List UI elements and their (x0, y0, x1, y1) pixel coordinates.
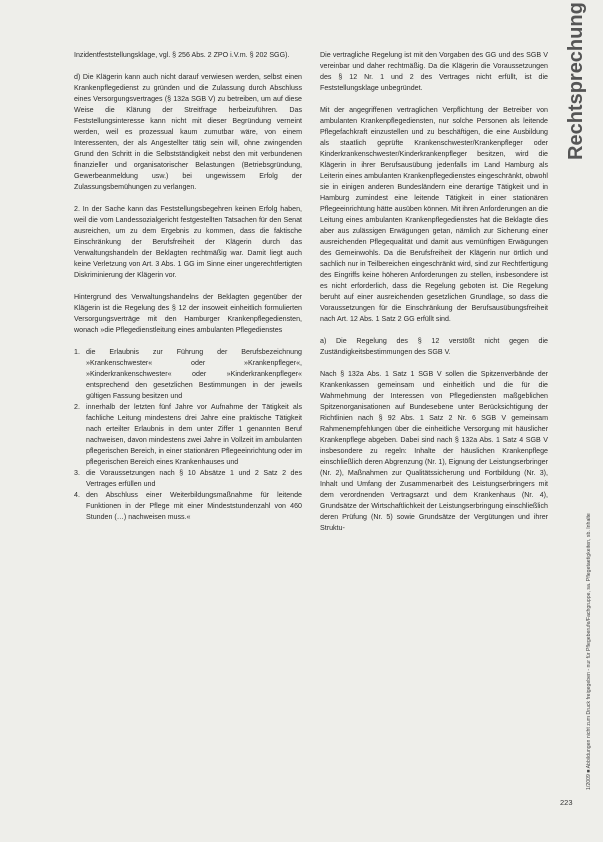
paragraph: Mit der angegriffenen vertraglichen Verpflichtung der Betreiber von ambulanten Krankenpflegediensten, nur solche Personen als leitende Pflegefachkraft einzustellen und zu beschäftigen, die eine Ausbildung als staatlich geprüfte Krankenschwester/Krankenpfleger oder Kinderkrankenschwester/Kinderkrankenpfleger besitzen, wird die Klägerin in ihrer Berufsausübung jedenfalls im Land Hamburg als Leiterin eines ambulanten Krankenpflegedienstes eingeschränkt, obwohl sie in einigen anderen Bundesländern eine derartige Tätigkeit und in Hamburg zumindest eine leitende Tätigkeit in einer stationären Pflegeeinrichtung hätte ausüben können. Mit ihren Anforderungen an die Leitung eines ambulanten Krankenpflegedienstes hat die Beklagte dies aber aus zulässigen Erwägungen getan, nämlich zur Sicherung einer ausreichenden Pflegequalität und damit aus vernünftigen Erwägungen des Gemeinwohls. Da die Berufsfreiheit der Klägerin nur örtlich und sachlich nur in Teilbereichen eingeschränkt wird, sind zur Rechtfertigung des Eingriffs keine höheren Anforderungen zu stellen, insbesondere ist es nicht erforderlich, dass die Regelung geboten ist. Die Regelung beruht auf einer ausreichenden gesetzlichen Grundlage, so dass die Voraussetzungen für die Einschränkung der Berufsausübungsfreiheit nach Art. 12 Abs. 1 Satz 2 GG erfüllt sind. (320, 106, 548, 323)
list-number: 3. (74, 469, 80, 477)
paragraph: Nach § 132a Abs. 1 Satz 1 SGB V sollen die Spitzenverbände der Krankenkassen gemeinsam und einheitlich und die für die Wahrnehmung der Interessen von Pflegediensten maßgeblichen Spitzenorganisationen auf Bundesebene unter Berücksichtigung der Richtlinien nach § 92 Abs. 1 Satz 2 Nr. 6 SGB V gemeinsam Rahmenempfehlungen über die einheitliche Versorgung mit häuslicher Krankenpflege abgeben. Dabei sind nach § 132a Abs. 1 Satz 4 SGB V insbesondere zu regeln: Inhalte der häuslichen Krankenpflege einschließlich deren Abgrenzung (Nr. 1), Eignung der Leistungserbringer (Nr. 2), Maßnahmen zur Qualitätssicherung und Fortbildung (Nr. 3), Inhalt und Umfang der Zusammenarbeit des Leistungserbringers mit dem verordnenden Vertragsarzt und dem Krankenhaus (Nr. 4), Grundsätze der Wirtschaftlichkeit der Leistungserbringung einschließlich deren Prüfung (Nr. 5) sowie Grundsätze der Vergütungen und ihrer Struktu- (320, 370, 548, 532)
paragraph: 2. In der Sache kann das Feststellungsbegehren keinen Erfolg haben, weil die vom Landessozialgericht festgestellten Tatsachen für den Senat ausreichen, um zu dem Ergebnis zu kommen, dass die faktische Einschränkung der Berufsfreiheit der Klägerin durch das Verwaltungshandeln der Beklagten rechtmäßig war. Damit liegt auch keine Verletzung von Art. 3 Abs. 1 GG im Sinne einer ungerechtfertigten Diskriminierung der Klägerin vor. (74, 205, 302, 279)
margin-note: 1/2009 ■ Abbildungen nicht zum Druck freigegeben - nur für Pflegeberufe/Fachgruppe, sa. Pflegetaetigkeiten, sb. Inhalte (586, 513, 592, 790)
list-text: die Erlaubnis zur Führung der Berufsbezeichnung »Krankenschwester« oder »Krankenpfleger«, »Kinderkrankenschwester« oder »Kinderkrankenpfleger« entsprechend den gesetzlichen Bestimmungen in der jeweils gültigen Fassung besitzen und (86, 348, 302, 400)
section-title: Rechtsprechung (565, 2, 587, 160)
list-number: 1. (74, 348, 80, 356)
list-number: 4. (74, 491, 80, 499)
paragraph: Die vertragliche Regelung ist mit den Vorgaben des GG und des SGB V vereinbar und daher rechtmäßig. Da die Klägerin die Voraussetzungen des § 12 Nr. 1 und 2 des Vertrages nicht erfüllt, ist die Feststellungsklage unbegründet. (320, 51, 548, 92)
list-item (74, 490, 302, 523)
right-column (320, 50, 548, 545)
list-text: die Voraussetzungen nach § 10 Absätze 1 und 2 Satz 2 des Vertrages erfüllen und (86, 469, 302, 488)
page-number: 223 (560, 798, 573, 807)
list-text: den Abschluss einer Weiterbildungsmaßnahme für leitende Funktionen in der Pflege mit einer Mindeststundenzahl von 460 Stunden (…) nachweisen muss.« (86, 491, 302, 521)
requirements-list (74, 347, 302, 523)
list-text: innerhalb der letzten fünf Jahre vor Aufnahme der Tätigkeit als fachliche Leitung mindestens drei Jahre eine praktische Tätigkeit nach erteilter Erlaubnis in dem unter Ziffer 1 genannten Beruf nachweisen, davon mindestens zwei Jahre in Vollzeit im ambulanten pflegerischen Bereich, in einer stationären Pflegeeinrichtung oder im pflegerischen Bereich eines Krankenhauses und (86, 403, 302, 466)
paragraph: Inzidentfeststellungsklage, vgl. § 256 Abs. 2 ZPO i.V.m. § 202 SGG). (74, 51, 290, 59)
list-item (74, 468, 302, 490)
left-column (74, 50, 302, 523)
list-item (74, 347, 302, 402)
paragraph: a) Die Regelung des § 12 verstößt nicht gegen die Zuständigkeitsbestimmungen des SGB V. (320, 337, 548, 356)
paragraph: Hintergrund des Verwaltungshandelns der Beklagten gegenüber der Klägerin ist die Regelung des § 12 der insoweit einheitlich formulierten Versorgungsverträge mit den Hamburger Krankenpflegediensten, wonach »die Pflegedienstleitung eines ambulanten Pflegedienstes (74, 293, 302, 334)
list-item (74, 402, 302, 468)
paragraph: d) Die Klägerin kann auch nicht darauf verwiesen werden, selbst einen Krankenpflegedienst zu gründen und die Zulassung durch Abschluss eines Versorgungsvertrages (§ 132a SGB V) zu betreiben, um auf diese Weise die Klärung der Streitfrage herbeizuführen. Das Feststellungsinteresse kann nicht mit dieser Begründung verneint werden, weil es prozessual kaum zumutbar wäre, von einem Interessenten, der als Angestellter tätig sein will, ohne zwingenden Grund den Schritt in die Selbstständigkeit nebst den mit verbundenen finanzieller und organisatorischer Belastungen (Betriebsgründung, Gewerbeanmeldung usw.) bei ungewissem Erfolg der Zulassungsbemühungen zu verlangen. (74, 73, 302, 191)
list-number: 2. (74, 403, 80, 411)
